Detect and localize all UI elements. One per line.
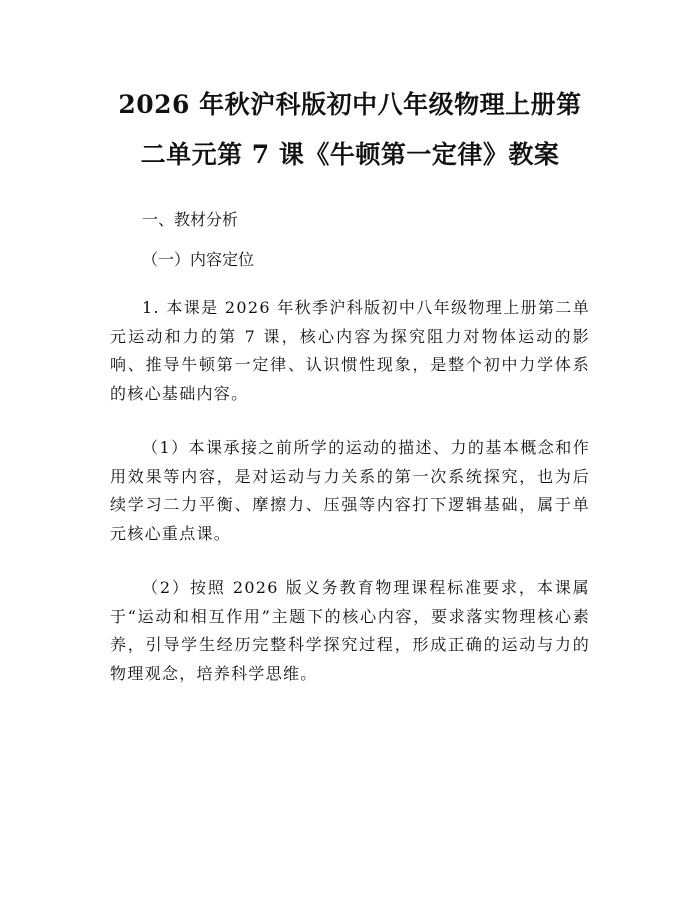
paragraph-3: （2）按照 2026 版义务教育物理课程标准要求，本课属于“运动和相互作用”主题下的核心内容，要求落实物理核心素养，引导学生经历完整科学探究过程，形成正确的运动与力的物理观念，培养科学思维。 — [110, 578, 590, 683]
paragraph-1: 1. 本课是 2026 年秋季沪科版初中八年级物理上册第二单元运动和力的第 7 课，核心内容为探究阻力对物体运动的影响、推导牛顿第一定律、认识惯性现象，是整个初中力学体系的核心基础内容。 — [110, 298, 590, 403]
document-title: 2026 年秋沪科版初中八年级物理上册第二单元第 7 课《牛顿第一定律》教案 — [118, 90, 582, 169]
section-heading-teaching-material-analysis: 一、教材分析 — [142, 210, 239, 229]
paragraph-2: （1）本课承接之前所学的运动的描述、力的基本概念和作用效果等内容，是对运动与力关系的第一次系统探究，也为后续学习二力平衡、摩擦力、压强等内容打下逻辑基础，属于单元核心重点课。 — [110, 438, 590, 543]
subsection-heading-content-positioning: （一）内容定位 — [142, 250, 255, 269]
